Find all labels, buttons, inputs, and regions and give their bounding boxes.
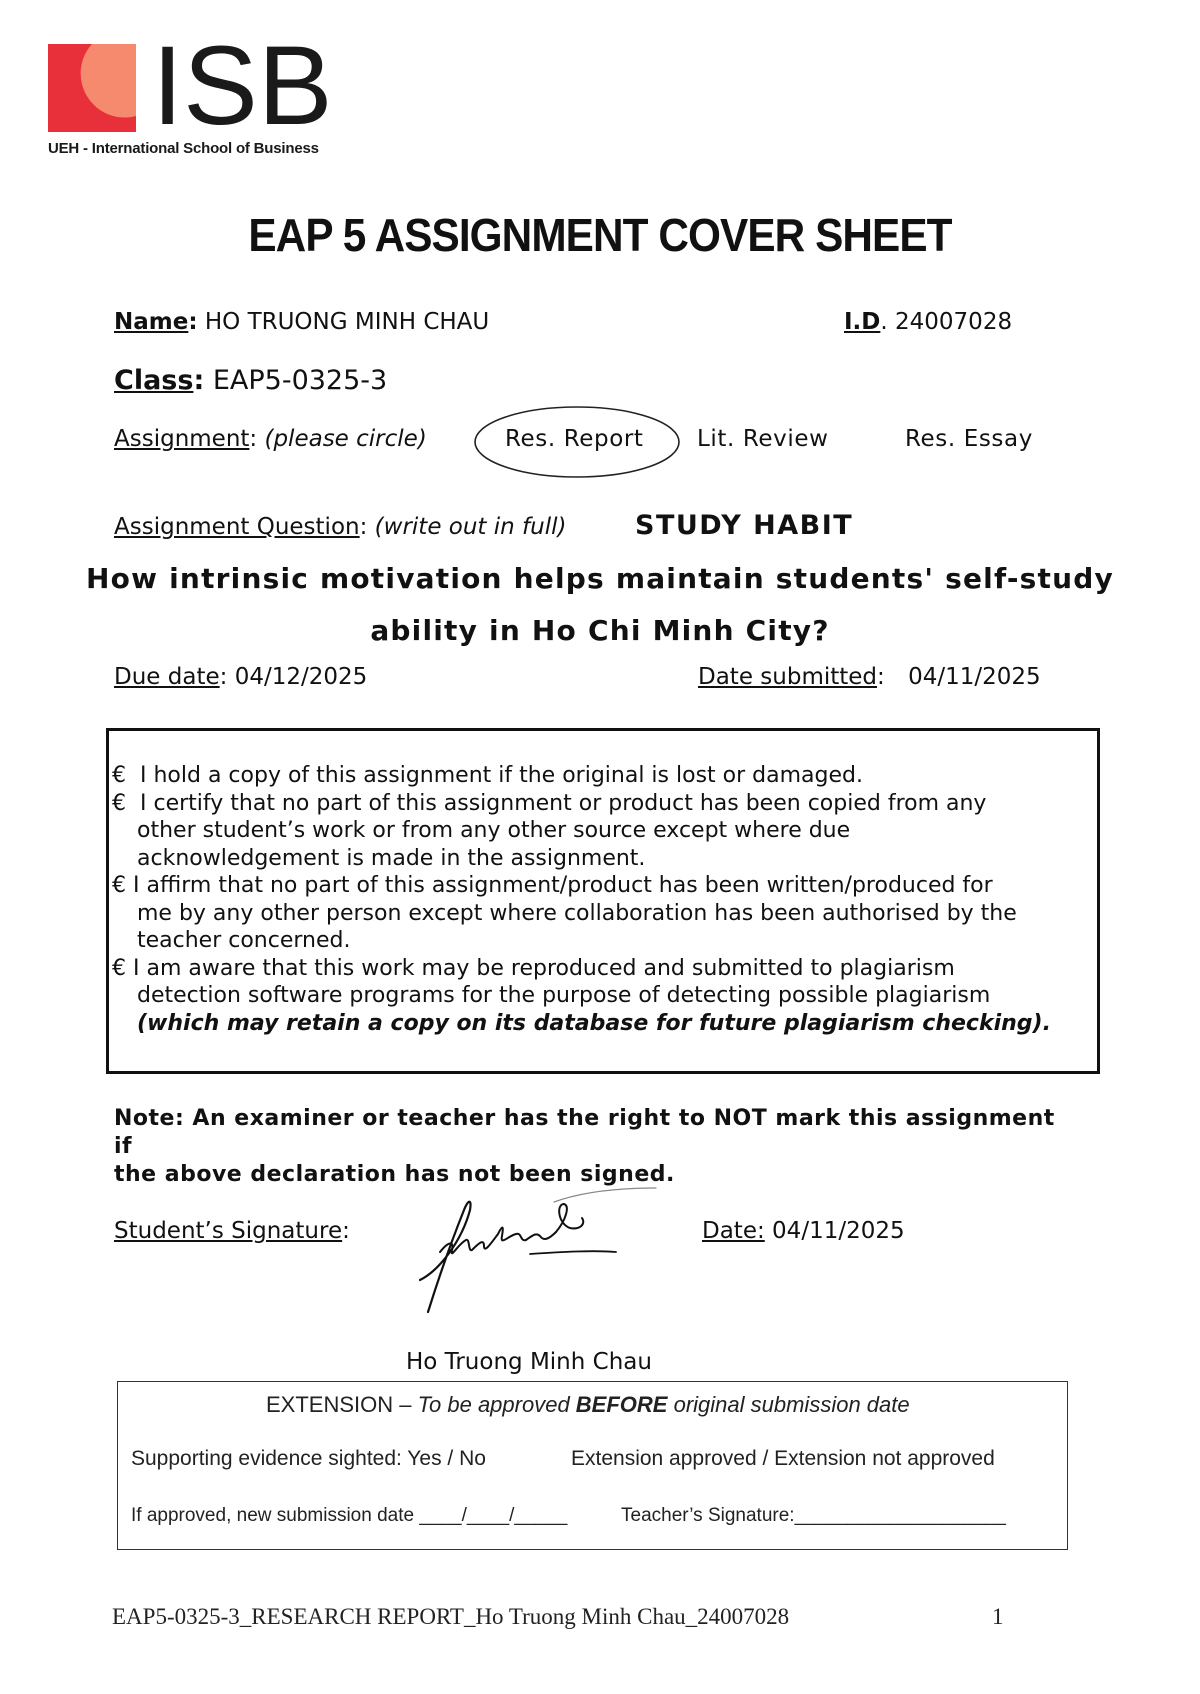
assignment-row: Assignment: (please circle) [114,426,427,452]
signature-row: Student’s Signature: [114,1218,350,1244]
isb-logo-text: ISB [152,23,333,148]
page-number: 1 [992,1604,1004,1629]
due-date-row: Due date: 04/12/2025 [114,664,368,690]
submitted-date-value: 04/11/2025 [908,664,1041,690]
question-label: Assignment Question [114,514,360,540]
declaration-item-cont: acknowledgement is made in the assignment. [137,845,646,871]
signature-date-value: 04/11/2025 [772,1218,905,1244]
declaration-item-cont: (which may retain a copy on its database for future plagiarism checking). [137,1010,1051,1036]
footer-filename: EAP5-0325-3_RESEARCH REPORT_Ho Truong Minh Chau_24007028 [112,1604,790,1629]
name-value: HO TRUONG MINH CHAU [204,309,490,335]
assignment-label: Assignment [114,426,250,452]
assignment-option-res-essay[interactable]: Res. Essay [905,426,1033,452]
declaration-item: € I hold a copy of this assignment if the original is lost or damaged. [112,763,863,788]
declaration-item: € I certify that no part of this assignment or product has been copied from any [112,790,987,816]
class-value: EAP5-0325-3 [212,365,388,396]
signature-label: Student’s Signature [114,1218,343,1244]
assignment-option-res-report[interactable]: Res. Report [505,426,644,452]
declaration-item: € I affirm that no part of this assignment/product has been written/produced for [112,873,993,898]
id-row: I.D. 24007028 [844,309,1013,335]
question-topic: STUDY HABIT [635,510,854,541]
signature-date-label: Date: [702,1218,765,1244]
note-line-2: the above declaration has not been signed. [114,1162,675,1187]
isb-logo-subtitle: UEH - International School of Business [48,140,319,157]
question-row: Assignment Question: (write out in full) [114,514,567,540]
checkbox-icon[interactable]: € [112,790,126,816]
declaration-item-cont: me by any other person except where collaboration has been authorised by the [137,900,1017,926]
checkbox-icon[interactable]: € [112,955,126,981]
id-value: 24007028 [895,309,1013,335]
due-date-label: Due date [114,664,220,690]
name-row: Name: HO TRUONG MINH CHAU [114,309,490,335]
new-submission-date: If approved, new submission date ____/____/_____ [131,1505,568,1526]
checkbox-icon[interactable]: € [112,873,126,898]
question-line-1: How intrinsic motivation helps maintain students' self-study [86,562,1114,595]
question-line-2: ability in Ho Chi Minh City? [370,614,830,647]
name-label: Name [114,309,189,335]
declaration-item: € I am aware that this work may be reproduced and submitted to plagiarism [112,955,955,981]
declaration-list [112,762,1072,1037]
submitted-date-row: Date submitted: 04/11/2025 [698,664,1041,690]
isb-logo-mark [48,44,136,132]
declaration-item-cont: teacher concerned. [137,928,351,953]
note-line-1: Note: An examiner or teacher has the right to NOT mark this assignment if [114,1106,1055,1159]
page-title: EAP 5 ASSIGNMENT COVER SHEET [248,209,952,261]
due-date-value: 04/12/2025 [234,664,368,690]
signature-date-row [702,1218,905,1244]
printed-name: Ho Truong Minh Chau [406,1349,652,1375]
extension-approval: Extension approved / Extension not approved [571,1447,995,1470]
checkbox-icon[interactable]: € [112,763,126,788]
student-signature [380,1180,700,1320]
class-row: Class: EAP5-0325-3 [114,365,388,396]
assignment-hint: (please circle) [264,426,427,452]
submitted-date-label: Date submitted [698,664,878,690]
extension-heading: EXTENSION – To be approved BEFORE original submission date [266,1392,910,1417]
evidence-sighted: Supporting evidence sighted: Yes / No [131,1447,486,1470]
question-hint: (write out in full) [374,514,567,540]
declaration-item-cont: detection software programs for the purpose of detecting possible plagiarism [137,983,991,1008]
declaration-item-cont: other student’s work or from any other source except where due [137,818,851,843]
assignment-option-lit-review[interactable]: Lit. Review [697,426,829,452]
id-label: I.D [844,309,881,335]
note [114,1105,1074,1189]
teacher-signature: Teacher’s Signature:____________________ [621,1505,1006,1526]
class-label: Class [114,365,194,396]
